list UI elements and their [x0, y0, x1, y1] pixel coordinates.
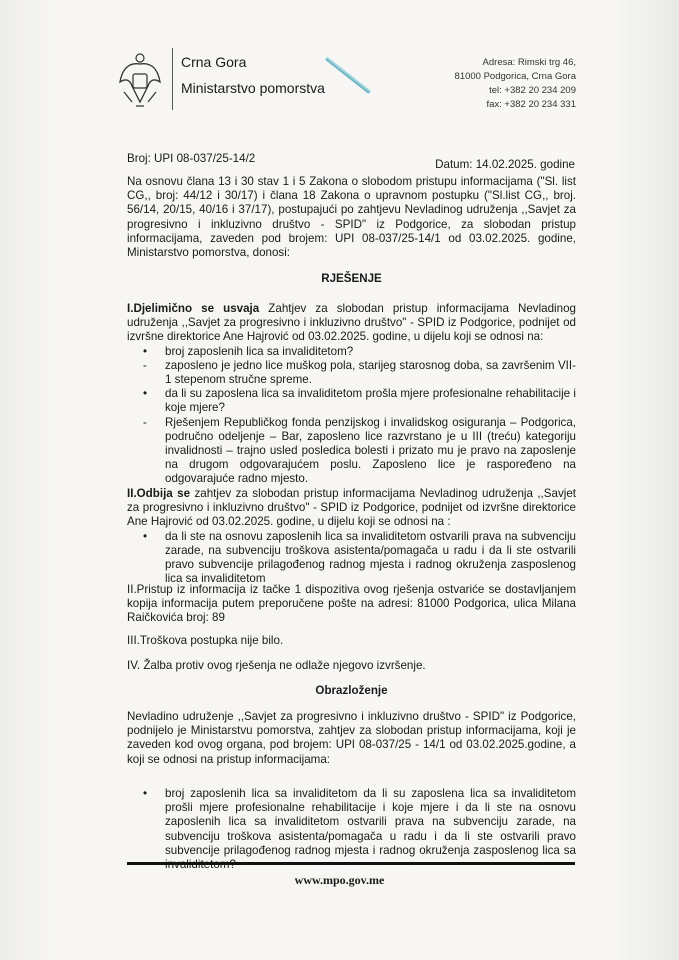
bullet-marker: • [143, 344, 148, 358]
address-city: 81000 Podgorica, Crna Gora [454, 71, 576, 82]
list-item-text: broj zaposlenih lica sa invaliditetom? [165, 344, 354, 358]
section2-list [127, 530, 576, 587]
list-item-text: zaposleno je jedno lice muškog pola, starijeg starosnog doba, sa završenim VII-1 stepenom stručne spreme. [165, 358, 576, 387]
contact-address [455, 56, 576, 112]
header-divider [172, 48, 173, 110]
list-item-text: Rješenjem Republičkog fonda penzijskog i invalidskog osiguranja – Podgorica, područno odeljenje – Bar, zaposleno lice razvrstano je u III (treću) kategoriju invalidnosti – trajno usled posledica bolesti i prizato mu je pravo na zaposlenje na drugom odgovarajućem poslu. Zaposleno lice je raspoređeno na odgovarajuće radno mjesto. [165, 415, 576, 486]
coat-of-arms-logo [118, 52, 162, 110]
section-costs: III.Troškova postupka nije bilo. [127, 634, 284, 647]
list-item [127, 787, 576, 872]
reasoning-title: Obrazloženje [315, 684, 388, 697]
list-item [127, 387, 576, 415]
reasoning-list [127, 787, 576, 872]
section2-lead: II.Odbija se [127, 487, 191, 500]
section1-lead: I.Djelimično se usvaja [127, 302, 260, 315]
bullet-marker: • [143, 529, 148, 543]
bullet-marker: • [143, 387, 148, 401]
bullet-marker: • [143, 787, 148, 800]
document-number: Broj: UPI 08-037/25-14/2 [127, 152, 256, 165]
section-partial-approval [127, 302, 576, 487]
footer-website: www.mpo.gov.me [294, 873, 385, 887]
country-name: Crna Gora [181, 54, 247, 70]
section-rejection [127, 487, 576, 586]
list-item [127, 530, 576, 587]
decision-title: RJEŠENJE [321, 272, 382, 285]
phone: tel: +382 20 234 209 [489, 85, 576, 96]
section1-list [127, 345, 576, 487]
section1-paragraph [127, 302, 576, 345]
document-date: Datum: 14.02.2025. godine [435, 158, 575, 171]
fax: fax: +382 20 234 331 [486, 99, 576, 110]
address-line: Adresa: Rimski trg 46, [482, 57, 576, 68]
intro-paragraph: Na osnovu člana 13 i 30 stav 1 i 5 Zakona o slobodom pristupu informacijama ("Sl. list CG,, broj: 44/12 i 30/17) i člana 18 Zakona o upravnom postupku ("Sl.list CG,, broj. 56/14, 20/15, 40/16 i 37/17), postupajući po zahtjevu Nevladinog udruženja ,,Savjet za progresivno i inkluzivno društvo - SPID" iz Podgorice, za slobodan pristup informacijama, zaveden pod brojem: UPI 08-037/25-14/1 od 03.02.2025. godine, Ministarstvo pomorstva, donosi: [127, 175, 576, 260]
list-item-text: da li su zaposlena lica sa invaliditetom prošla mjere profesionalne rehabilitacije i koje mjere? [165, 387, 576, 415]
footer-rule [127, 862, 575, 865]
list-item-text: da li ste na osnovu zaposlenih lica sa invaliditetom ostvarili prava na subvenciju zarade, na subvenciju troškova asistenta/pomagača u radu i da li ste ostvarili pravo subvencije prilagođenog radnog mjesta i radnog okruženja zasposlenog lica sa invaliditetom [165, 529, 576, 586]
list-item [127, 416, 576, 487]
list-item [127, 359, 576, 387]
section1-text: Zahtjev za slobodan pristup informacijama Nevladinog udruženja ,,Savjet za progresivno i inkluzivno društvo" - SPID iz Podgorice, podnijet od izvršne direktorice Ane Hajrović od 03.02.2025. godine, u dijelu koji se odnosi na: [127, 302, 576, 344]
list-item-text: broj zaposlenih lica sa invaliditetom da li su zaposlena lica sa invaliditetom prošli mjere profesionalne rehabilitacije i koje mjere i da li ste na osnovu zaposlenih lica sa invaliditetom ostvarili prava na subvenciju zarade, na subvenciju troškova asistenta/pomagača u radu i da li ste ostvarili pravo subvencije prilagođenog radnog mjesta i radnog okruženja zasposlenog lica sa [165, 787, 576, 857]
dash-marker: - [143, 415, 147, 429]
reasoning-paragraph: Nevladino udruženje ,,Savjet za progresivno i inkluzivno društvo - SPID" iz Podgorice, podnijelo je Ministarstvu pomorstva, zahtjev za slobodan pristup informacijama, koji je zaveden kod ovog organa, pod brojem: UPI 08-037/25 - 14/1 od 03.02.2025.godine, a koji se odnosi na pristup informacijama: [127, 710, 576, 766]
section2-paragraph [127, 487, 576, 530]
pen-mark [325, 56, 372, 94]
dash-marker: - [143, 358, 147, 372]
list-item [127, 345, 576, 359]
section-access-method: II.Pristup iz informacija iz tačke 1 dispozitiva ovog rješenja ostvariće se dostavljanjem kopija informacija putem preporučene pošte na adresi: 81000 Podgorica, ulica Milana Raičkovića broj: 89 [127, 583, 576, 625]
section-appeal: IV. Žalba protiv ovog rješenja ne odlaže njegovo izvršenje. [127, 659, 426, 672]
ministry-name: Ministarstvo pomorstva [181, 80, 325, 96]
section2-text: zahtjev za slobodan pristup informacijama Nevladinog udruženja ,,Savjet za progresivno i inkluzivno društvo" - SPID iz Podgorice, podnijet od izvršne direktorice Ane Hajrović od 03.02.2025. godine, u dijelu koji se odnosi na : [127, 487, 576, 529]
